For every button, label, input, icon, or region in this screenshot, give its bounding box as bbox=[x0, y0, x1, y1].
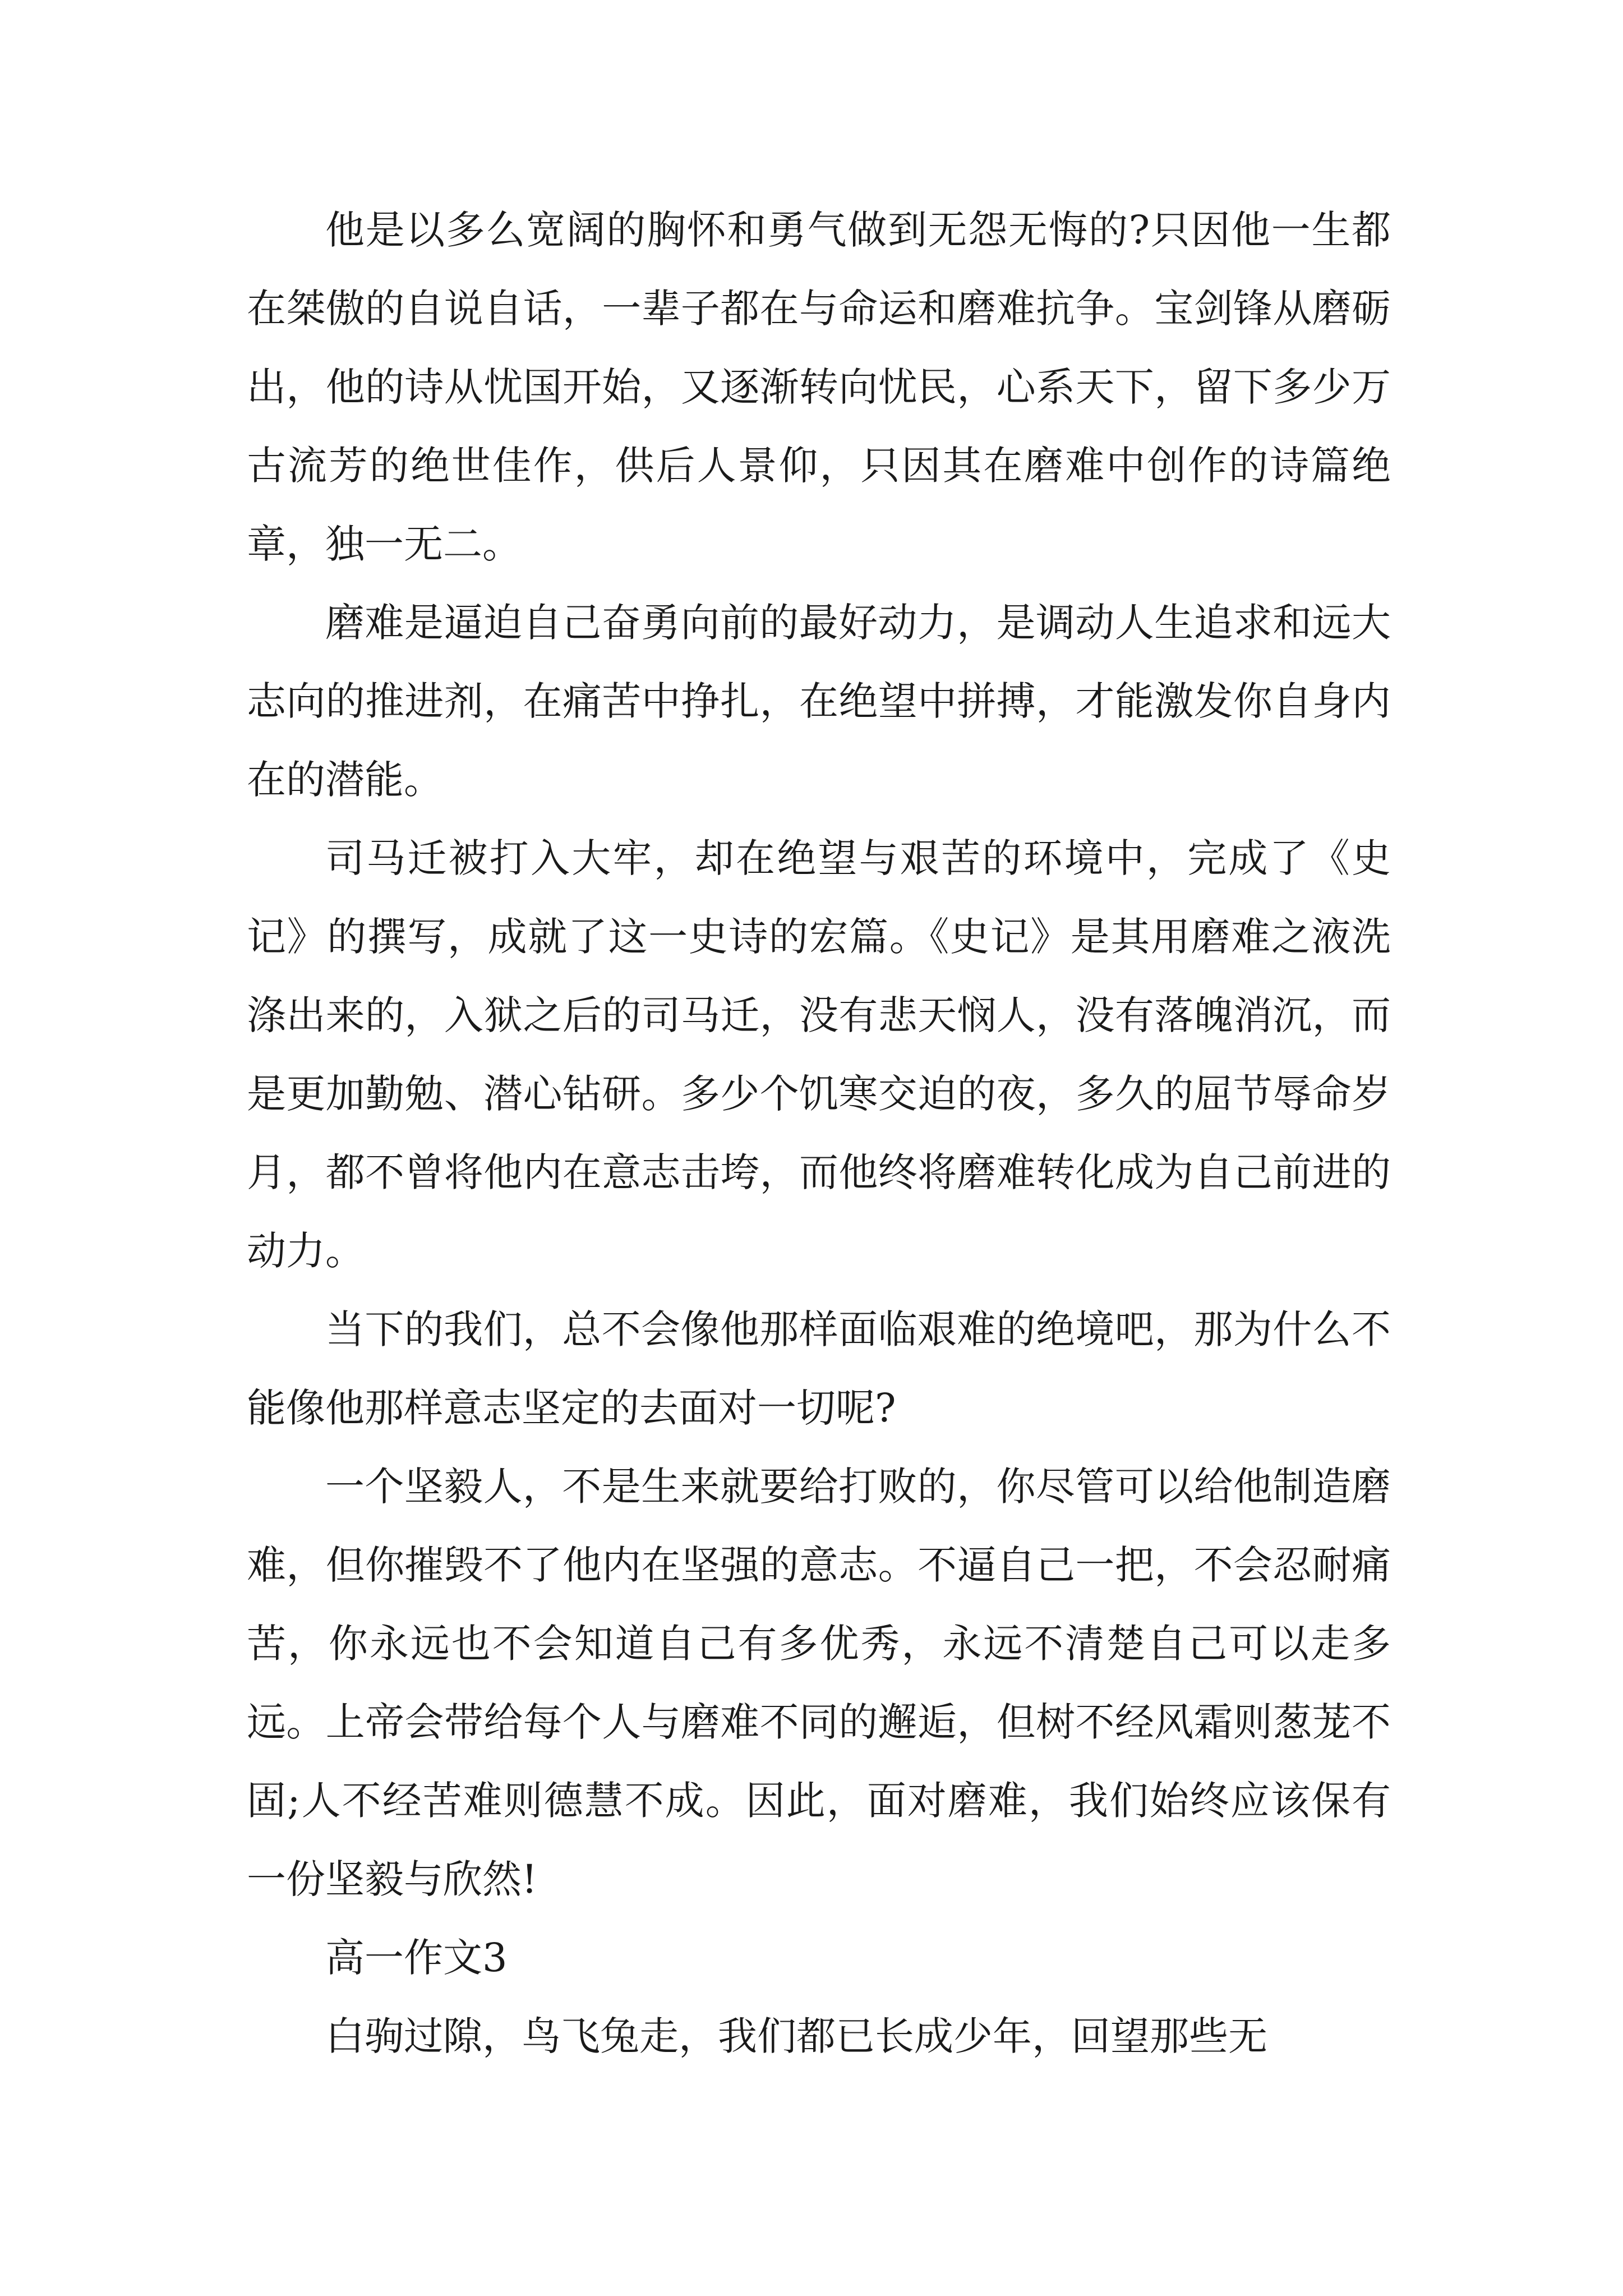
paragraph-4: 当下的我们，总不会像他那样面临艰难的绝境吧，那为什么不能像他那样意志坚定的去面对一切呢? bbox=[247, 1306, 1391, 1431]
document-body bbox=[247, 191, 1391, 2076]
paragraph-1: 他是以多么宽阔的胸怀和勇气做到无怨无悔的?只因他一生都在桀傲的自说自话，一辈子都在与命运和磨难抗争。宝剑锋从磨砺出，他的诗从忧国开始，又逐渐转向忧民，心系天下，留下多少万古流芳的绝世佳作，供后人景仰，只因其在磨难中创作的诗篇绝章，独一无二。 bbox=[247, 207, 1391, 567]
paragraph-6: 白驹过隙，鸟飞兔走，我们都已长成少年，回望那些无 bbox=[325, 2013, 1267, 2059]
paragraph-5: 一个坚毅人，不是生来就要给打败的，你尽管可以给他制造磨难，但你摧毁不了他内在坚强的意志。不逼自己一把，不会忍耐痛苦，你永远也不会知道自己有多优秀，永远不清楚自己可以走多远。上帝会带给每个人与磨难不同的邂逅，但树不经风霜则葱茏不固;人不经苦难则德慧不成。因此，面对磨难，我们始终应该保有一份坚毅与欣然! bbox=[247, 1464, 1391, 1902]
paragraph-3: 司马迁被打入大牢，却在绝望与艰苦的环境中，完成了《史记》的撰写，成就了这一史诗的宏篇。《史记》是其用磨难之液洗涤出来的，入狱之后的司马迁，没有悲天悯人，没有落魄消沉，而是更加勤勉、潜心钻研。多少个饥寒交迫的夜，多久的屈节辱命岁月，都不曾将他内在意志击垮，而他终将磨难转化成为自己前进的动力。 bbox=[247, 835, 1391, 1274]
section-heading: 高一作文3 bbox=[325, 1935, 508, 1981]
paragraph-2: 磨难是逼迫自己奋勇向前的最好动力，是调动人生追求和远大志向的推进剂，在痛苦中挣扎，在绝望中拼搏，才能激发你自身内在的潜能。 bbox=[247, 600, 1391, 803]
